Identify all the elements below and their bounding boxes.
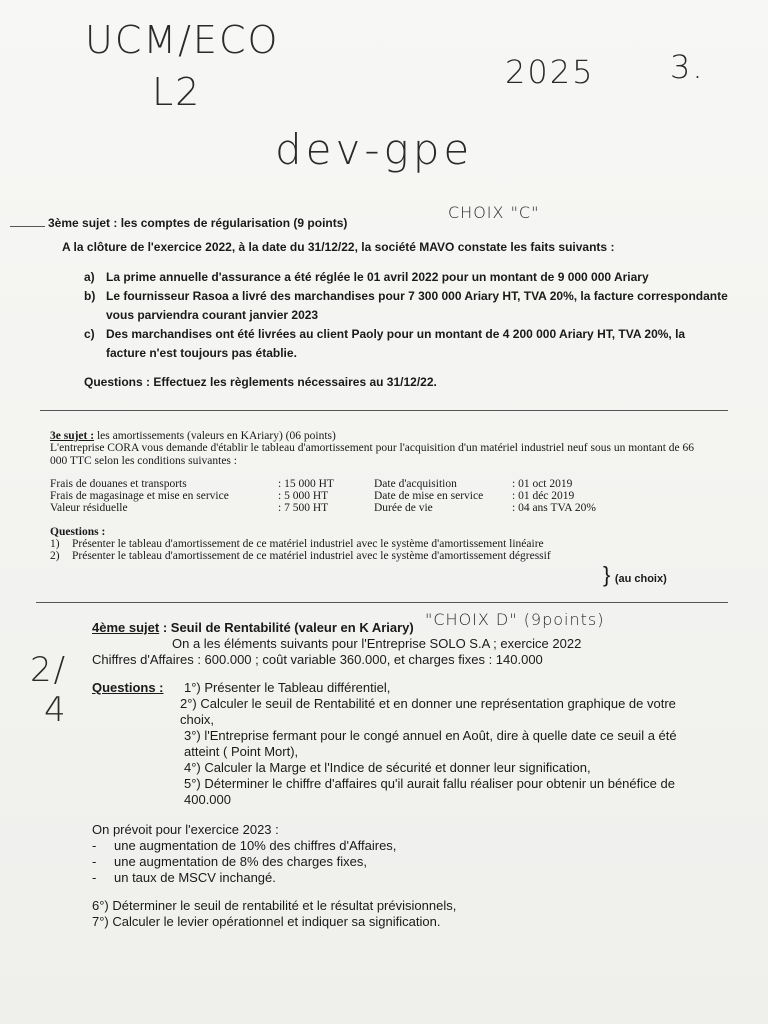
sujet3-final-question-6: 6°) Déterminer le seuil de rentabilité et le résultat prévisionnels, — [92, 898, 457, 913]
list-item: 5°) Déterminer le chiffre d'affaires qu'il aurait fallu réaliser pour obtenir un bénéfice de 400.000 — [184, 776, 675, 807]
table-row: Frais de magasinage et mise en service : 5 000 HT Date de mise en service : 01 déc 2019 — [50, 490, 575, 502]
divider — [10, 226, 45, 227]
list-item: c) Des marchandises ont été livrées au client Paoly pour un montant de 4 200 000 Ariary HT, TVA 20%, la facture n'est toujours pas établie. — [84, 327, 686, 360]
list-item: - une augmentation de 10% des chiffres d'Affaires, — [92, 838, 397, 853]
sujet1-intro: A la clôture de l'exercice 2022, à la date du 31/12/22, la société MAVO constate les faits suivants : — [62, 240, 615, 254]
handwritten-choice-c: CHOIX "C" — [448, 203, 540, 222]
list-item: 1) Présenter le tableau d'amortissement de ce matériel industriel avec le système d'amortissement linéaire — [50, 538, 544, 550]
list-item: 2) Présenter le tableau d'amortissement de ce matériel industriel avec le système d'amortissement dégressif — [50, 550, 551, 562]
questions-label: Questions : — [92, 680, 164, 695]
table-row: Valeur résiduelle : 7 500 HT Durée de vie : 04 ans TVA 20% — [50, 502, 596, 514]
list-item: 3°) l'Entreprise fermant pour le congé annuel en Août, dire à quelle date ce seuil a été atteint ( Point Mort), — [184, 728, 677, 759]
list-item: 1°) Présenter le Tableau différentiel, — [184, 680, 391, 695]
sujet1-section — [48, 216, 728, 389]
sujet2-section — [50, 430, 700, 562]
sujet3-section — [92, 620, 712, 930]
divider — [40, 410, 728, 411]
list-item: - une augmentation de 8% des charges fixes, — [92, 854, 367, 869]
handwritten-year: 2025 — [505, 53, 595, 91]
sujet3-final-question-7: 7°) Calculer le levier opérationnel et indiquer sa signification. — [92, 914, 441, 929]
handwritten-title-line2: L2 — [152, 70, 202, 114]
handwritten-fraction: 2/ 4 — [30, 650, 68, 730]
sujet2-questions-heading: Questions : — [50, 526, 106, 538]
handwritten-page-number: 3. — [670, 48, 705, 86]
choice-brace: } (au choix) — [603, 562, 667, 587]
sujet2-table — [50, 478, 602, 514]
sujet2-heading: 3e sujet : les amortissements (valeurs en KAriary) (06 points) — [50, 430, 336, 442]
handwritten-title-line1: UCM/ECO — [85, 18, 280, 62]
handwritten-course: dev-gpe — [275, 125, 474, 174]
forecast-list — [92, 838, 712, 886]
sujet3-data: Chiffres d'Affaires : 600.000 ; coût variable 360.000, et charges fixes : 140.000 — [92, 652, 543, 667]
sujet3-questions — [92, 680, 712, 808]
sujet1-heading: 3ème sujet : les comptes de régularisation (9 points) — [48, 216, 348, 230]
sujet1-questions: Questions : Effectuez les règlements nécessaires au 31/12/22. — [84, 375, 437, 389]
list-item: 4°) Calculer la Marge et l'Indice de sécurité et donner leur signification, — [184, 760, 591, 775]
sujet3-heading: 4ème sujet : Seuil de Rentabilité (valeur en K Ariary) — [92, 620, 414, 635]
sujet3-forecast-intro: On prévoit pour l'exercice 2023 : — [92, 822, 279, 837]
sujet1-list — [84, 268, 728, 363]
list-item: 2°) Calculer le seuil de Rentabilité et en donner une représentation graphique de votre choix, — [180, 696, 676, 727]
list-item: b) Le fournisseur Rasoa a livré des marchandises pour 7 300 000 Ariary HT, TVA 20%, la facture correspondante vous parviendra courant janvier 2023 — [84, 289, 728, 322]
table-row: Frais de douanes et transports : 15 000 HT Date d'acquisition : 01 oct 2019 — [50, 478, 573, 490]
sujet3-intro: On a les éléments suivants pour l'Entreprise SOLO S.A ; exercice 2022 — [172, 636, 582, 651]
questions-list — [180, 680, 704, 808]
list-item: a) La prime annuelle d'assurance a été réglée le 01 avril 2022 pour un montant de 9 000 000 Ariary — [84, 270, 649, 284]
handwritten-choice-d: "CHOIX D" (9points) — [425, 610, 605, 629]
list-item: - un taux de MSCV inchangé. — [92, 870, 276, 885]
sujet2-questions-list — [50, 538, 700, 562]
divider — [36, 602, 728, 603]
sujet2-intro: L'entreprise CORA vous demande d'établir le tableau d'amortissement pour l'acquisition d'un matériel industriel neuf sous un montant de 66 000 TTC selon les conditions suivantes : — [50, 442, 694, 467]
